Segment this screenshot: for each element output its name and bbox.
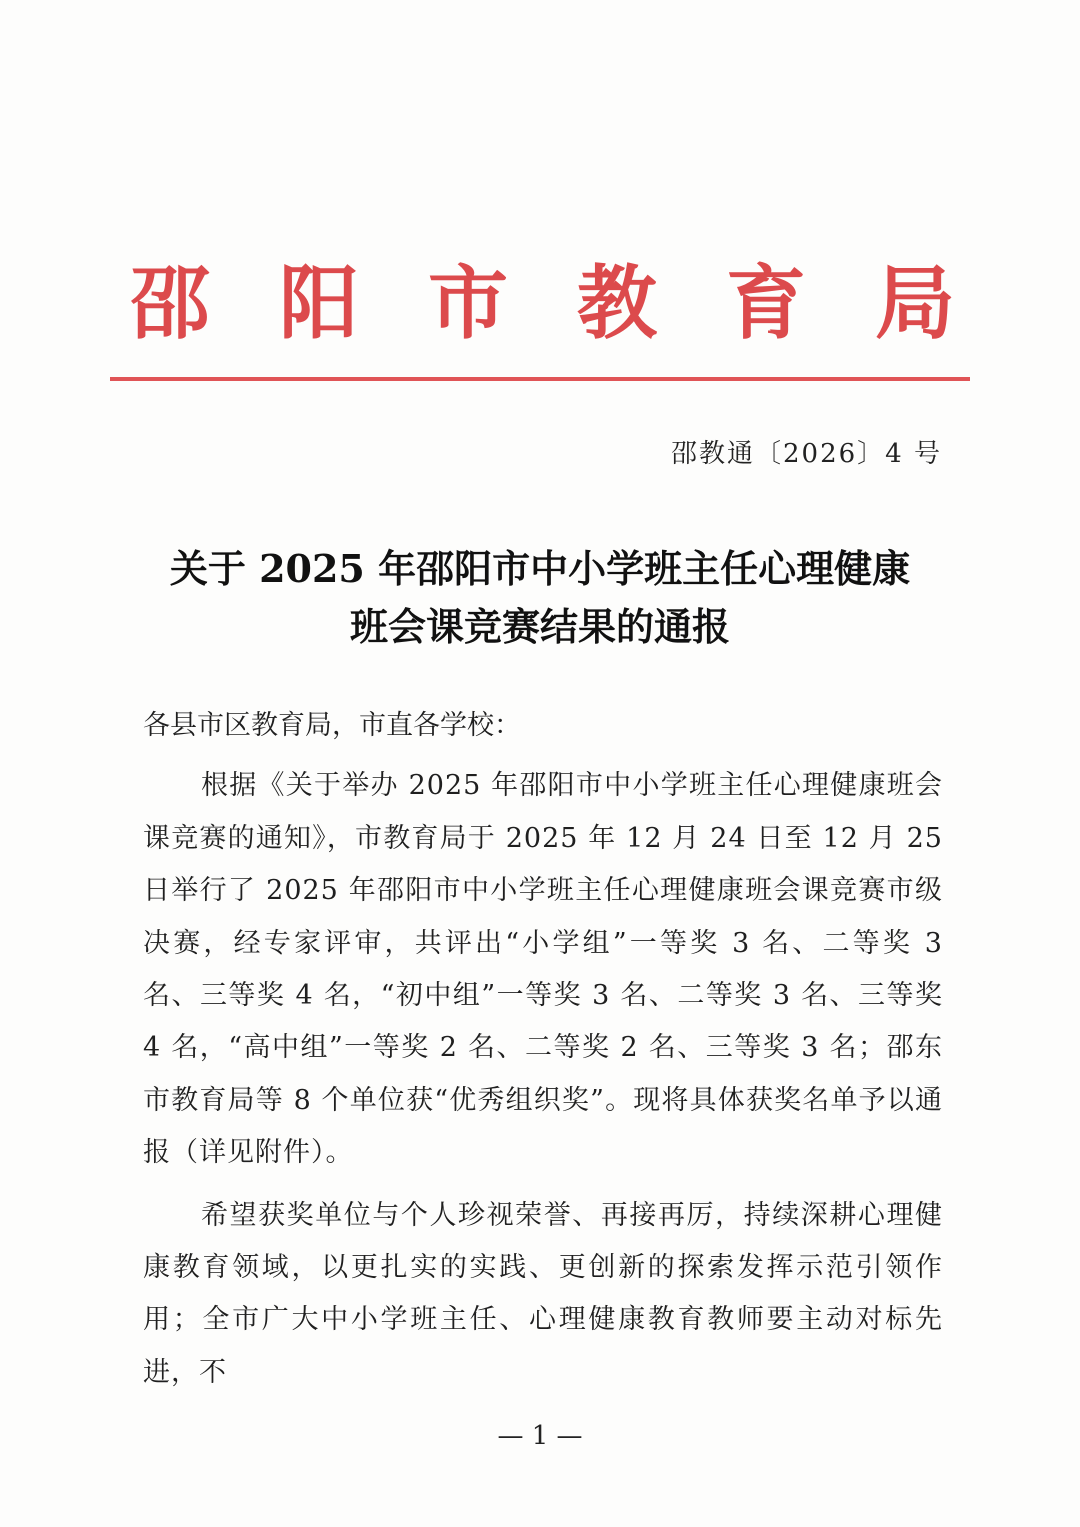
letterhead-char: 邵 <box>130 257 210 350</box>
body-paragraph-2: 希望获奖单位与个人珍视荣誉、再接再厉，持续深耕心理健康教育领域，以更扎实的实践、更创新的探索发挥示范引领作用；全市广大中小学班主任、心理健康教育教师要主动对标先进，不 <box>143 1199 943 1388</box>
title-line-1: 关于 2025 年邵阳市中小学班主任心理健康 <box>169 546 911 591</box>
body-paragraph-1: 根据《关于举办 2025 年邵阳市中小学班主任心理健康班会课竞赛的通知》，市教育局于 2025 年 12 月 24 日至 12 月 25 日举行了 2025 年邵阳市中小学班主任心理健康班会课竞赛市级决赛，经专家评审，共评出“小学组”一等奖 3 名、二等奖 3 名、三等奖 4 名，“初中组”一等奖 3 名、二等奖 3 名、三等奖 4 名，“高中组”一等奖 2 名、二等奖 2 名、三等奖 3 名；邵东市教育局等 8 个单位获“优秀组织奖”。现将具体获奖名单予以通报（详见附件）。 <box>143 770 943 1169</box>
title-line-2: 班会课竞赛结果的通报 <box>349 604 730 649</box>
letterhead-char: 阳 <box>279 257 359 350</box>
salutation: 各县市区教育局，市直各学校： <box>143 710 521 741</box>
letterhead-char: 育 <box>726 257 806 350</box>
letterhead-char: 市 <box>428 257 508 350</box>
letterhead-divider <box>110 377 970 381</box>
document-body <box>143 700 943 1399</box>
document-title <box>100 540 980 656</box>
document-number: 邵教通〔2026〕4 号 <box>671 439 942 469</box>
letterhead <box>130 256 955 352</box>
letterhead-char: 教 <box>577 257 657 350</box>
page-number: — 1 — <box>497 1421 583 1451</box>
letterhead-char: 局 <box>875 257 955 350</box>
